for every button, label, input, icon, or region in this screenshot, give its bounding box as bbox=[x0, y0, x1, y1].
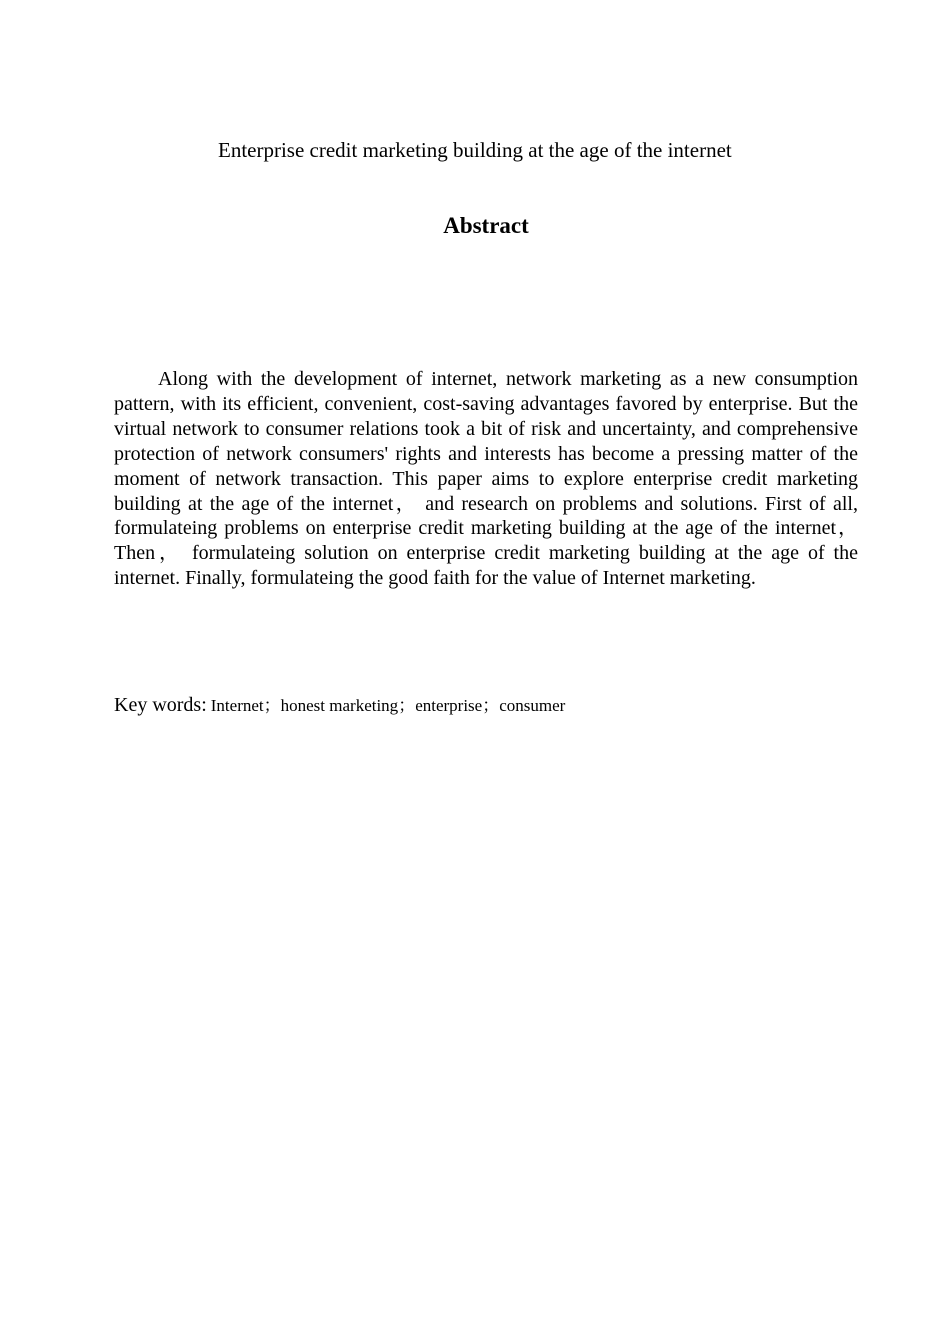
keywords-label: Key words: bbox=[114, 694, 207, 716]
keyword-item: honest marketing bbox=[280, 696, 399, 715]
keyword-item: enterprise bbox=[415, 696, 483, 715]
document-title: Enterprise credit marketing building at the age of the internet bbox=[218, 138, 732, 162]
abstract-body: Along with the development of internet, network marketing as a new consumption pattern, with its efficient, convenient, cost-saving advantages favored by enterprise. But the virtual network to consumer relations took a bit of risk and uncertainty, and comprehensive protection of network consumers' rights and interests has become a pressing matter of the moment of network transaction. This paper aims to explore enterprise credit marketing building at the age of the internet， and research on problems and solutions. First of all, formulateing problems on enterprise credit marketing building at the age of the internet，Then， formulateing solution on enterprise credit marketing building at the age of the internet. Finally, formulateing the good faith for the value of Internet marketing. bbox=[114, 368, 858, 590]
keyword-separator: ； bbox=[482, 696, 500, 715]
abstract-heading: Abstract bbox=[443, 213, 529, 238]
keywords-line bbox=[114, 691, 858, 721]
keyword-item: consumer bbox=[499, 696, 566, 715]
keyword-separator: ； bbox=[263, 696, 281, 715]
keyword-item: Internet bbox=[210, 696, 264, 715]
keyword-separator: ； bbox=[398, 696, 416, 715]
